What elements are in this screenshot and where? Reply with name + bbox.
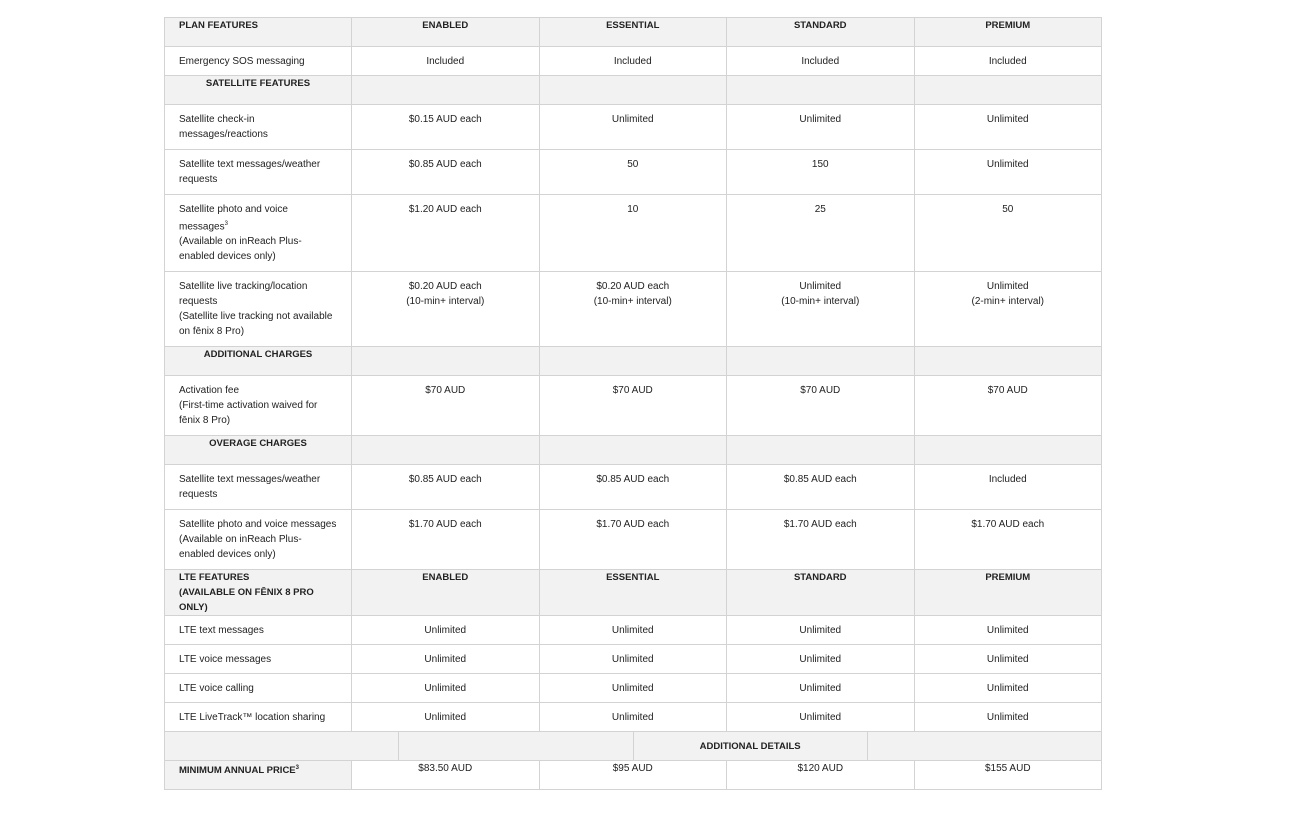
cell-value: Unlimited (2-min+ interval) bbox=[914, 272, 1102, 347]
plan-enabled-heading: ENABLED bbox=[352, 570, 540, 616]
section-row-additional-details bbox=[165, 732, 1102, 761]
feature-label: Satellite photo and voice messages bbox=[179, 519, 337, 531]
plan-premium-heading: PREMIUM bbox=[914, 18, 1102, 47]
price-premium: $155 AUD bbox=[914, 761, 1102, 790]
feature-cell bbox=[165, 376, 352, 436]
cell-value: Unlimited bbox=[352, 703, 540, 732]
feature-label: LTE voice calling bbox=[165, 674, 352, 703]
feature-label: LTE LiveTrack™ location sharing bbox=[165, 703, 352, 732]
price-row bbox=[165, 761, 1102, 790]
table-row bbox=[165, 195, 1102, 272]
cell-value: Unlimited bbox=[352, 674, 540, 703]
cell-value: $70 AUD bbox=[727, 376, 915, 436]
cell-value: $1.70 AUD each bbox=[914, 510, 1102, 570]
plan-features-heading: PLAN FEATURES bbox=[165, 18, 352, 47]
plan-premium-heading: PREMIUM bbox=[914, 570, 1102, 616]
cell-value: $1.20 AUD each bbox=[352, 195, 540, 272]
table-row bbox=[165, 465, 1102, 510]
cell-value: $0.15 AUD each bbox=[352, 105, 540, 150]
cell-value: Unlimited bbox=[914, 105, 1102, 150]
cell-value: Unlimited bbox=[727, 674, 915, 703]
cell-value: Unlimited bbox=[539, 645, 727, 674]
table-row bbox=[165, 510, 1102, 570]
table-row bbox=[165, 150, 1102, 195]
cell-value: 25 bbox=[727, 195, 915, 272]
cell-value: Included bbox=[914, 47, 1102, 76]
feature-cell bbox=[165, 510, 352, 570]
cell-value: $1.70 AUD each bbox=[727, 510, 915, 570]
feature-label: Emergency SOS messaging bbox=[165, 47, 352, 76]
footnote-marker: 3 bbox=[295, 765, 299, 772]
cell-value: Unlimited (10-min+ interval) bbox=[727, 272, 915, 347]
table-header-row bbox=[165, 18, 1102, 47]
plan-comparison-table bbox=[164, 17, 1102, 790]
feature-note: (Available on inReach Plus-enabled devices only) bbox=[179, 534, 302, 561]
cell-value: Included bbox=[914, 465, 1102, 510]
cell-value: $70 AUD bbox=[539, 376, 727, 436]
feature-label: LTE text messages bbox=[165, 616, 352, 645]
section-row-satellite bbox=[165, 76, 1102, 105]
cell-value: $70 AUD bbox=[914, 376, 1102, 436]
cell-value: 50 bbox=[539, 150, 727, 195]
table-row bbox=[165, 674, 1102, 703]
section-title: SATELLITE FEATURES bbox=[165, 76, 352, 105]
table-row bbox=[165, 645, 1102, 674]
table-row bbox=[165, 616, 1102, 645]
feature-note: (Satellite live tracking not available on fēnix 8 Pro) bbox=[179, 311, 333, 338]
section-title: ADDITIONAL CHARGES bbox=[165, 347, 352, 376]
cell-value: Unlimited bbox=[914, 703, 1102, 732]
cell-value: $1.70 AUD each bbox=[539, 510, 727, 570]
feature-cell bbox=[165, 195, 352, 272]
cell-value: Unlimited bbox=[727, 703, 915, 732]
cell-value: Unlimited bbox=[727, 645, 915, 674]
cell-value: $0.85 AUD each bbox=[727, 465, 915, 510]
section-title: ADDITIONAL DETAILS bbox=[633, 732, 867, 760]
cell-value: Unlimited bbox=[352, 645, 540, 674]
plan-standard-heading: STANDARD bbox=[727, 570, 915, 616]
cell-value: $0.85 AUD each bbox=[539, 465, 727, 510]
feature-label: LTE voice messages bbox=[165, 645, 352, 674]
feature-cell bbox=[165, 272, 352, 347]
table-row bbox=[165, 47, 1102, 76]
cell-value: Included bbox=[352, 47, 540, 76]
table-row bbox=[165, 105, 1102, 150]
cell-value: Unlimited bbox=[914, 616, 1102, 645]
section-row-additional-charges bbox=[165, 347, 1102, 376]
price-essential: $95 AUD bbox=[539, 761, 727, 790]
cell-value: Unlimited bbox=[727, 616, 915, 645]
plan-enabled-heading: ENABLED bbox=[352, 18, 540, 47]
cell-value: $0.20 AUD each (10-min+ interval) bbox=[539, 272, 727, 347]
table-row bbox=[165, 272, 1102, 347]
feature-note: (Available on inReach Plus-enabled devices only) bbox=[179, 236, 302, 263]
plan-essential-heading: ESSENTIAL bbox=[539, 570, 727, 616]
feature-label: Satellite live tracking/location requests bbox=[179, 281, 308, 308]
feature-label: Satellite text messages/weather requests bbox=[165, 150, 352, 195]
feature-label: Satellite photo and voice messages bbox=[179, 204, 288, 233]
price-label-cell: MINIMUM ANNUAL PRICE$^3$ bbox=[165, 761, 352, 790]
table-row bbox=[165, 703, 1102, 732]
price-standard: $120 AUD bbox=[727, 761, 915, 790]
lte-header-row bbox=[165, 570, 1102, 616]
section-row-overage-charges bbox=[165, 436, 1102, 465]
cell-value: $0.85 AUD each bbox=[352, 150, 540, 195]
cell-value: Included bbox=[539, 47, 727, 76]
cell-value: $0.85 AUD each bbox=[352, 465, 540, 510]
feature-label: Satellite text messages/weather requests bbox=[165, 465, 352, 510]
lte-features-heading: LTE FEATURES (AVAILABLE ON FĒNIX 8 PRO ONLY) bbox=[165, 570, 352, 616]
feature-note: (First-time activation waived for fēnix 8 Pro) bbox=[179, 400, 318, 427]
cell-value: Unlimited bbox=[539, 616, 727, 645]
price-enabled: $83.50 AUD bbox=[352, 761, 540, 790]
footnote-marker: 3 bbox=[224, 221, 228, 227]
feature-label: Activation fee bbox=[179, 385, 240, 397]
cell-value: $0.20 AUD each (10-min+ interval) bbox=[352, 272, 540, 347]
cell-value: 50 bbox=[914, 195, 1102, 272]
cell-value: Unlimited bbox=[539, 703, 727, 732]
cell-value: Unlimited bbox=[539, 105, 727, 150]
plan-essential-heading: ESSENTIAL bbox=[539, 18, 727, 47]
cell-value: Unlimited bbox=[727, 105, 915, 150]
table-row bbox=[165, 376, 1102, 436]
section-title: OVERAGE CHARGES bbox=[165, 436, 352, 465]
cell-value: $1.70 AUD each bbox=[352, 510, 540, 570]
cell-value: Unlimited bbox=[914, 150, 1102, 195]
cell-value: $70 AUD bbox=[352, 376, 540, 436]
plan-standard-heading: STANDARD bbox=[727, 18, 915, 47]
cell-value: Included bbox=[727, 47, 915, 76]
cell-value: Unlimited bbox=[539, 674, 727, 703]
feature-label: Satellite check-in messages/reactions bbox=[165, 105, 352, 150]
cell-value: 10 bbox=[539, 195, 727, 272]
cell-value: Unlimited bbox=[914, 645, 1102, 674]
cell-value: 150 bbox=[727, 150, 915, 195]
cell-value: Unlimited bbox=[352, 616, 540, 645]
cell-value: Unlimited bbox=[914, 674, 1102, 703]
